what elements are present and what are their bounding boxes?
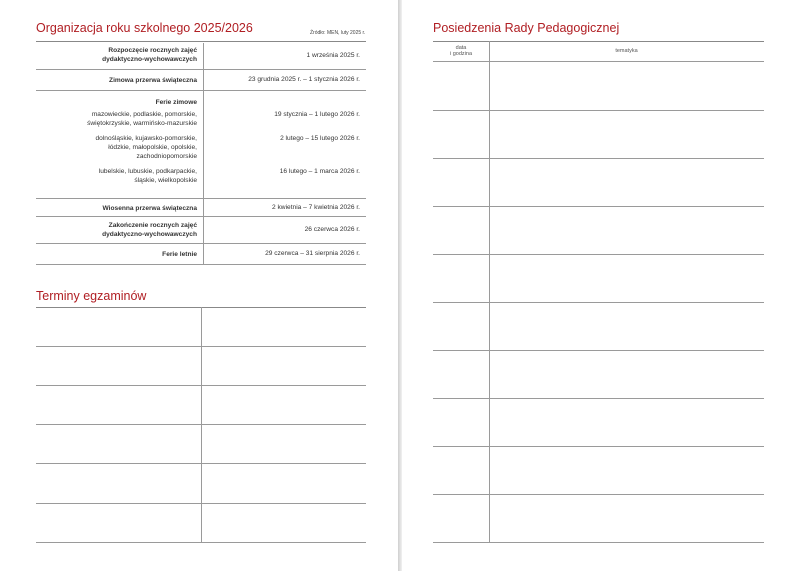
table-row bbox=[36, 216, 366, 243]
row-value: 23 grudnia 2025 r. – 1 stycznia 2026 r. bbox=[248, 75, 360, 83]
table-row bbox=[36, 43, 366, 69]
grid-divider bbox=[201, 307, 202, 543]
header-rule bbox=[433, 61, 764, 62]
title-rule bbox=[433, 41, 764, 42]
region-label: łódzkie, małopolskie, opolskie, bbox=[108, 143, 197, 151]
header-topic: tematyka bbox=[615, 48, 638, 54]
region-label: świętokrzyskie, warmińsko-mazurskie bbox=[87, 119, 197, 127]
row-value: 19 stycznia – 1 lutego 2026 r. bbox=[274, 110, 360, 118]
right-page bbox=[402, 0, 800, 571]
grid-line bbox=[36, 385, 366, 386]
title-rule bbox=[36, 41, 366, 42]
grid-line bbox=[433, 158, 764, 159]
column-divider bbox=[489, 41, 490, 543]
row-label: Ferie letnie bbox=[162, 250, 197, 258]
header-date-line: i godzina bbox=[449, 51, 473, 57]
region-label: dolnośląskie, kujawsko-pomorskie, bbox=[95, 134, 197, 142]
row-label: Zakończenie rocznych zajęć bbox=[108, 221, 197, 229]
source-note: Źródło: MEN, luty 2025 r. bbox=[310, 30, 366, 36]
grid-line bbox=[433, 302, 764, 303]
grid-line bbox=[433, 350, 764, 351]
school-year-table bbox=[36, 43, 366, 265]
left-page bbox=[0, 0, 398, 571]
grid-line bbox=[433, 254, 764, 255]
row-label: dydaktyczno-wychowawczych bbox=[102, 56, 197, 63]
grid-line bbox=[433, 110, 764, 111]
row-label: Ferie zimowe bbox=[155, 98, 197, 106]
grid-line bbox=[36, 463, 366, 464]
row-value: 1 września 2025 r. bbox=[306, 52, 360, 59]
region-label: zachodniopomorskie bbox=[136, 152, 197, 160]
table-row bbox=[36, 243, 366, 264]
row-value: 26 czerwca 2026 r. bbox=[304, 225, 360, 233]
row-value: 29 czerwca – 31 sierpnia 2026 r. bbox=[265, 249, 360, 257]
table-row bbox=[36, 198, 366, 216]
header-date bbox=[433, 45, 489, 57]
region-label: lubelskie, lubuskie, podkarpackie, bbox=[98, 167, 197, 175]
region-label: mazowieckie, podlaskie, pomorskie, bbox=[91, 110, 197, 118]
row-label: Rozpoczęcie rocznych zajęć bbox=[108, 47, 197, 54]
grid-line bbox=[36, 542, 366, 543]
region-label: śląskie, wielkopolskie bbox=[134, 176, 197, 184]
grid-line bbox=[433, 398, 764, 399]
exams-title: Terminy egzaminów bbox=[36, 289, 147, 303]
grid-line bbox=[433, 494, 764, 495]
grid-line bbox=[433, 446, 764, 447]
row-label: Wiosenna przerwa świąteczna bbox=[102, 204, 197, 212]
grid-line bbox=[433, 542, 764, 543]
grid-line bbox=[433, 206, 764, 207]
grid-line bbox=[36, 503, 366, 504]
row-value: 16 lutego – 1 marca 2026 r. bbox=[279, 167, 360, 175]
row-value: 2 lutego – 15 lutego 2026 r. bbox=[280, 134, 360, 142]
header-date-line: data bbox=[455, 45, 467, 51]
table-row bbox=[36, 69, 366, 90]
row-label: Zimowa przerwa świąteczna bbox=[109, 76, 197, 84]
organizacja-title: Organizacja roku szkolnego 2025/2026 bbox=[36, 21, 253, 35]
row-value: 2 kwietnia – 7 kwietnia 2026 r. bbox=[272, 203, 360, 211]
rada-title: Posiedzenia Rady Pedagogicznej bbox=[433, 21, 620, 35]
grid-line bbox=[36, 346, 366, 347]
row-label: dydaktyczno-wychowawczych bbox=[102, 230, 197, 238]
table-row-group-ferie bbox=[36, 90, 366, 198]
grid-line bbox=[36, 424, 366, 425]
